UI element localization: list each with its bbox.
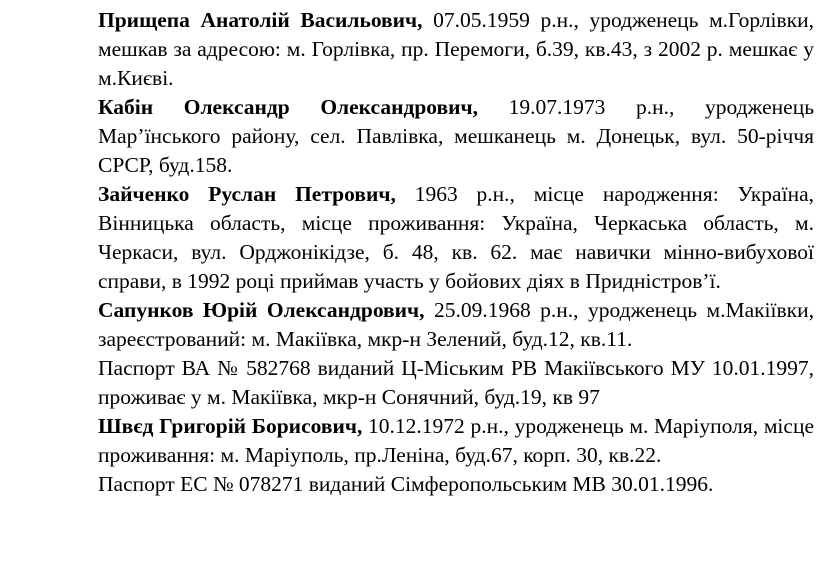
person-entry-3: [98, 180, 814, 296]
person-details: 1963 р.н., місце народження: Україна, Вінницька область, місце проживання: Україна, Черкаська область, м. Черкаси, вул. Орджонікідзе, б. 48, кв. 62. має навички мінно-вибухової справи, в 1992 році приймав участь у бойових діях в Придністров’ї.: [98, 182, 814, 293]
person-name: Кабін Олександр Олександрович,: [98, 95, 479, 119]
passport-note-1: [98, 354, 814, 412]
person-entry-4: [98, 296, 814, 354]
person-entry-1: [98, 6, 814, 93]
person-details: 07.05.1959 р.н., уродженець м.Горлівки, мешкав за адресою: м. Горлівка, пр. Перемоги, б.39, кв.43, з 2002 р. мешкає у м.Києві.: [98, 8, 814, 90]
person-name: Зайченко Руслан Петрович,: [98, 182, 396, 206]
person-details: 25.09.1968 р.н., уродженець м.Макіївки, зареєстрований: м. Макіївка, мкр-н Зелений, буд.12, кв.11.: [98, 298, 814, 351]
person-name: Швєд Григорій Борисович,: [98, 414, 363, 438]
person-entry-5: [98, 412, 814, 470]
person-name: Прищепа Анатолій Васильович,: [98, 8, 423, 32]
person-name: Сапунков Юрій Олександрович,: [98, 298, 425, 322]
person-entry-2: [98, 93, 814, 180]
passport-note-2: [98, 470, 814, 499]
person-details: 19.07.1973 р.н., уродженець Мар’їнського району, сел. Павлівка, мешканець м. Донецьк, вул. 50-річчя СРСР, буд.158.: [98, 95, 814, 177]
person-details: 10.12.1972 р.н., уродженець м. Маріуполя, місце проживання: м. Маріуполь, пр.Леніна, буд.67, корп. 30, кв.22.: [98, 414, 814, 467]
passport-details: Паспорт ВА № 582768 виданий Ц-Міським РВ Макіївського МУ 10.01.1997, проживає у м. Макіївка, мкр-н Сонячний, буд.19, кв 97: [98, 356, 814, 409]
document-body: [98, 6, 814, 499]
passport-details: Паспорт ЕС № 078271 виданий Сімферопольським МВ 30.01.1996.: [98, 472, 714, 496]
